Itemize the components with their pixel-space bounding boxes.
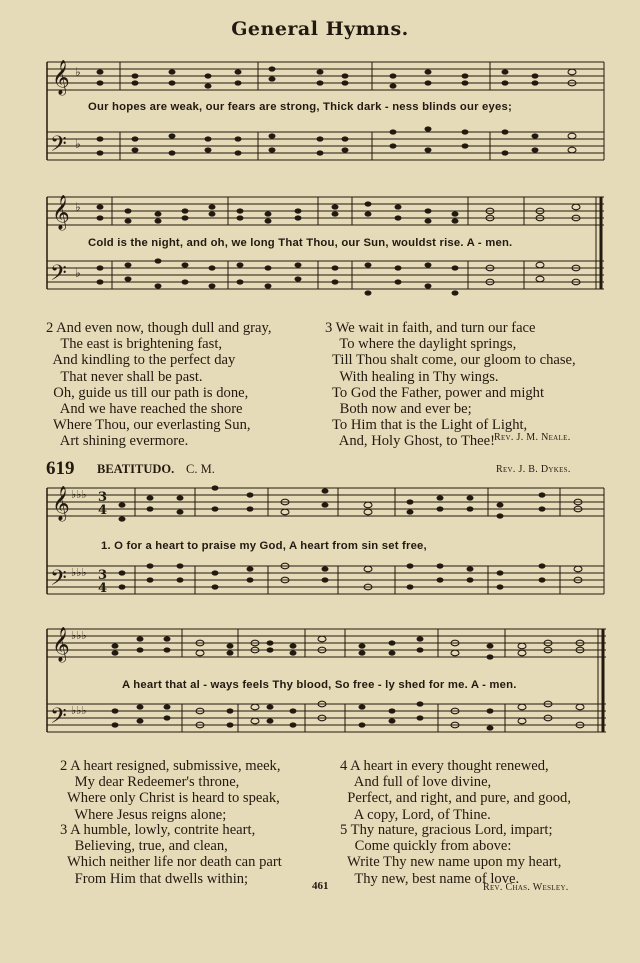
svg-text:𝄢: 𝄢 [50,704,67,734]
svg-text:♭♭♭: ♭♭♭ [71,704,87,717]
lyrics-line-4: A heart that al - ways feels Thy blood, So free - ly shed for me. A - men. [122,679,517,691]
svg-text:3: 3 [98,568,108,583]
composer-attribution: Rev. J. B. Dykes. [496,464,571,475]
verses-left-column-1: 2 A heart resigned, submissive, meek, My dear Redeemer's throne, Where only Christ is heard to speak, Where Jesus reigns alone; [60,758,281,823]
svg-text:♭♭♭: ♭♭♭ [71,566,87,579]
author-attribution-2: Rev. Chas. Wesley. [483,882,569,893]
page-number: 461 [312,880,329,892]
meter: C. M. [186,462,215,476]
svg-text:♭: ♭ [75,65,81,79]
lyrics-line-2: Cold is the night, and oh, we long That Thou, our Sun, wouldst rise. A - men. [88,237,513,249]
verses-right-column: 3 We wait in faith, and turn our face To where the daylight springs, Till Thou shalt come, our gloom to chase, With healing in Thy wings. To God the Father, power and might Both now and ever be; To Him that is the Light of Light, And, Holy Ghost, to Thee! [325,320,576,450]
verses-left-column-2: 3 A humble, lowly, contrite heart, Believing, true, and clean, Which neither life nor death can part From Him that dwells within; [60,822,282,887]
svg-text:♭: ♭ [75,200,81,214]
svg-text:𝄞: 𝄞 [52,60,70,95]
svg-text:𝄢: 𝄢 [50,261,67,291]
svg-text:𝄞: 𝄞 [52,486,70,521]
verses-left-column: 2 And even now, though dull and gray, The east is brightening fast, And kindling to the perfect day That never shall be past. Oh, guide us till our path is done, And we have reached the shore Where Thou, our everlasting Sun, Art shining evermore. [46,320,272,450]
svg-text:𝄢: 𝄢 [50,132,67,162]
svg-text:♭♭♭: ♭♭♭ [71,488,87,501]
page-header-title: General Hymns. [231,18,409,40]
svg-text:3: 3 [98,490,108,505]
svg-text:♭: ♭ [75,137,81,151]
svg-text:𝄢: 𝄢 [50,566,67,596]
svg-text:♭♭♭: ♭♭♭ [71,629,87,642]
tune-name: BEATITUDO. [97,462,175,476]
author-attribution: Rev. J. M. Neale. [494,432,571,443]
svg-text:𝄞: 𝄞 [52,195,70,230]
hymn-number: 619 [46,458,75,479]
verses-right-column-1: 4 A heart in every thought renewed, And full of love divine, Perfect, and right, and pure, and good, A copy, Lord, of Thine. [340,758,571,823]
svg-text:♭: ♭ [75,266,81,280]
lyrics-line-1: Our hopes are weak, our fears are strong, Thick dark - ness blinds our eyes; [88,101,512,113]
lyrics-line-3: 1. O for a heart to praise my God, A heart from sin set free, [101,540,427,552]
svg-text:𝄞: 𝄞 [52,627,70,662]
verses-right-column-2: 5 Thy nature, gracious Lord, impart; Come quickly from above: Write Thy new name upon my heart, Thy new, best name of love. [340,822,562,887]
svg-text:4: 4 [98,581,108,596]
svg-text:4: 4 [98,503,108,518]
